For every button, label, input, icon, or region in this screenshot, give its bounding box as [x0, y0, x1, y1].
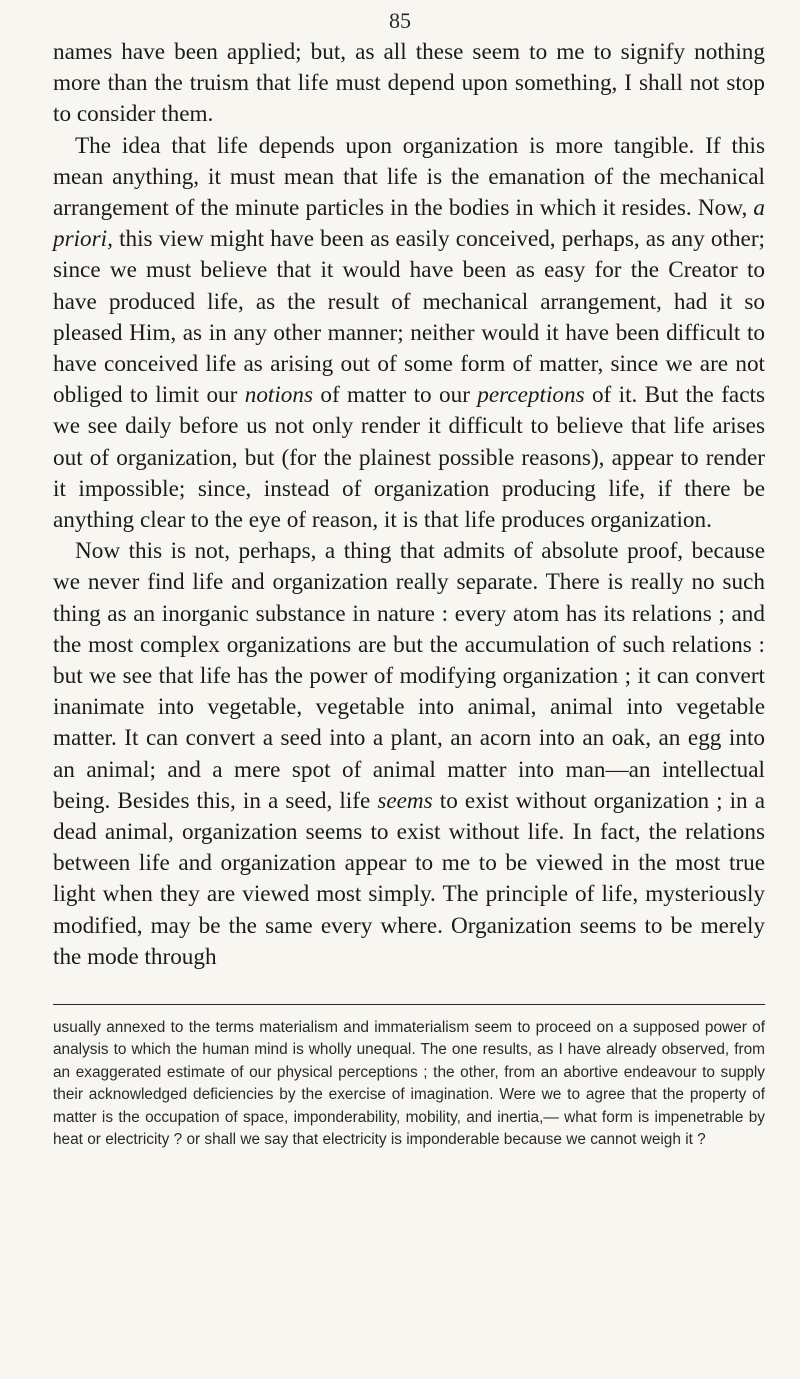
main-text	[53, 37, 765, 973]
page-number: 85	[389, 8, 411, 33]
text-span: to exist without organization ; in a dead animal, organization seems to exist without life. In fact, the relations between life and organization appear to me to be viewed in the most true light when they are viewed most simply. The principle of life, mysteriously modified, may be the same every where. Organization seems to be merely the mode through	[53, 787, 765, 970]
text-span: Now this is not, perhaps, a thing that admits of absolute proof, because we never find life and organization really separate. There is really no such thing as an inorganic substance in nature : every atom has its relations ; and the most complex organizations are but the accumulation of such relations : but we see that life has the power of modifying organization ; it can convert inanimate into vegetable, vegetable into animal, animal into vegetable matter. It can convert a seed into a plant, an acorn into an oak, an egg into an animal; and a mere spot of animal matter into man—an intellectual being. Besides this, in a seed, life	[53, 538, 765, 814]
italic-notions: notions	[244, 382, 314, 409]
footnote	[53, 1017, 765, 1151]
italic-a-priori: a priori,	[53, 195, 765, 253]
italic-perceptions: perceptions	[477, 382, 585, 409]
paragraph-proof	[53, 536, 765, 973]
footnote-text: usually annexed to the terms materialism and immaterialism seem to proceed on a supposed power of analysis to which the human mind is wholly unequal. The one results, as I have already observed, from an exaggerated estimate of our physical perceptions ; the other, from an abortive endeavour to supply their acknowledged deficiencies by the exercise of imagination. Were we to agree that the property of matter is the occupation of space, imponderability, mobility, and inertia,— what form is impenetrable by heat or electricity ? or shall we say that electricity is imponderable because we cannot weigh it ?	[53, 1019, 765, 1149]
text-span: of matter to our	[313, 382, 478, 409]
paragraph-organization	[53, 131, 765, 537]
italic-seems: seems	[377, 787, 433, 814]
footnote-divider	[53, 1004, 765, 1005]
text-span: The idea that life depends upon organization is more tangible. If this mean anything, it must mean that life is the emanation of the mechanical arrangement of the minute particles in the bodies in which it resides. Now,	[53, 132, 765, 222]
text-span: this view might have been as easily conceived, perhaps, as any other; since we must believe that it would have been as easy for the Creator to have produced life, as the result of mechanical arrangement, had it so pleased Him, as in any other manner; neither would it have been difficult to have conceived life as arising out of some form of matter, since we are not obliged to limit our	[53, 226, 765, 409]
paragraph-continuation: names have been applied; but, as all these seem to me to signify nothing more than the truism that life must depend upon something, I shall not stop to consider them.	[53, 39, 765, 128]
text-span: of it. But the facts we see daily before us not only render it difficult to believe that life arises out of organization, but (for the plainest possible reasons), appear to render it impossible; since, instead of organization producing life, if there be anything clear to the eye of reason, it is that life produces organization.	[53, 382, 765, 534]
